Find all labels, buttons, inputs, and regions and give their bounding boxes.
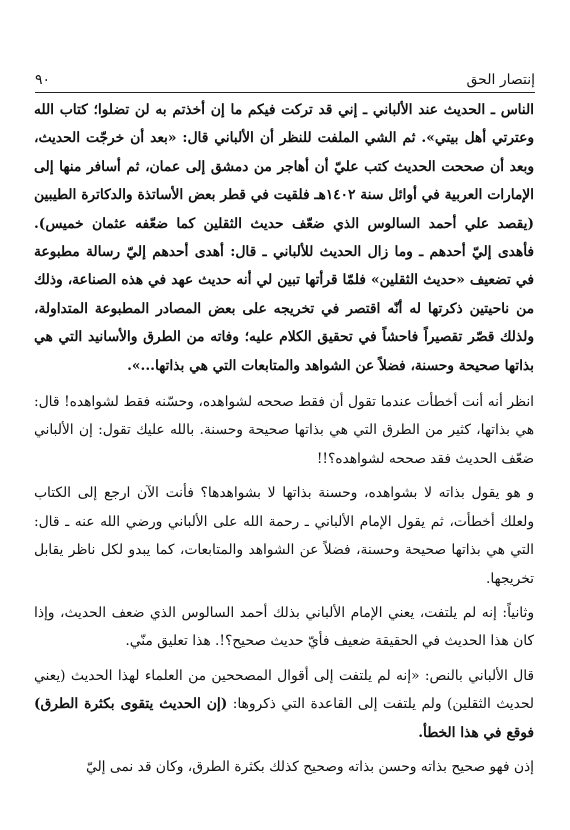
body-paragraph [34, 662, 534, 747]
body-paragraph: انظر أنه أنت أخطأت عندما تقول أن فقط صححه لشواهده، وحسّنه فقط لشواهده! قال: هي بذاتها، كثير من الطرق التي هي بذاتها صحيحة وحسنة. بالله عليك تقول: إن الألباني ضعّف الحديث فقد صححه لشواهده؟!! [34, 394, 535, 467]
paragraph-text: قال الألباني بالنص: «إنه لم يلتفت إلى أقوال المصححين من العلماء لهذا الحديث (يعني لحديث الثقلين) ولم يلتفت إلى القاعدة التي ذكروها: [34, 667, 534, 713]
page-body [34, 96, 534, 787]
page-number: ٩٠ [35, 72, 51, 88]
body-paragraph: إذن فهو صحيح بذاته وحسن بذاته وصحيح كذلك بكثرة الطرق، وكان قد نمى إليّ [85, 758, 534, 775]
body-paragraph: و هو يقول بذاته لا بشواهده، وحسنة بذاتها لا بشواهدها؟ فأنت الآن ارجع إلى الكتاب ولعلك أخطأت، ثم يقول الإمام الألباني ـ رحمة الله على الألباني ورضي الله عنه ـ قال: التي هي بذاتها صحيحة وحسنة، فضلاً عن الشواهد والمتابعات، كما يبدو لكل ناظر يقابل تخريجها. [34, 485, 534, 587]
bold-rule-text: (إن الحديث يتقوى بكثرة الطرق) فوقع في هذا الخطأ. [34, 696, 534, 741]
body-paragraph: وثانياً: إنه لم يلتفت، يعني الإمام الألباني بذلك أحمد السالوس الذي ضعف الحديث، وإذا كان هذا الحديث في الحقيقة ضعيف فأيّ حديث صحيح؟!. هذا تعليق منّي. [34, 604, 534, 650]
page-header [35, 62, 535, 93]
book-title: إنتصار الحق [466, 72, 535, 88]
quoted-paragraph: الناس ـ الحديث عند الألباني ـ إني قد تركت فيكم ما إن أخذتم به لن تضلوا؛ كتاب الله وعترتي أهل بيتي». ثم الشي الملفت للنظر أن الألباني قال: «بعد أن خرجّت الحديث، وبعد أن صححت الحديث كتب عليّ أن أهاجر من دمشق إلى عمان، ثم أسافر منها إلى الإمارات العربية في أوائل سنة ١٤٠٢هـ فلقيت في قطر بعض الأساتذة والدكاترة الطيبين (يقصد علي أحمد السالوس الذي ضعّف حديث الثقلين كما ضعّفه عثمان خميس). فأهدى إليّ أحدهم ـ وما زال الحديث للألباني ـ قال: أهدى أحدهم إليّ رسالة مطبوعة في تضعيف «حديث الثقلين» فلمّا قرأتها تبين لي أنه حديث عهد في هذه الصناعة، وذلك من ناحيتين ذكرتها له أنّه اقتصر في تخريجه على بعض المصادر المطبوعة المتداولة، ولذلك قصّر تقصيراً فاحشاً في تحقيق الكلام عليه؛ وفاته من الطرق والأسانيد التي هي بذاتها صحيحة وحسنة، فضلاً عن الشواهد والمتابعات التي هي بذاتها...». [34, 102, 534, 374]
